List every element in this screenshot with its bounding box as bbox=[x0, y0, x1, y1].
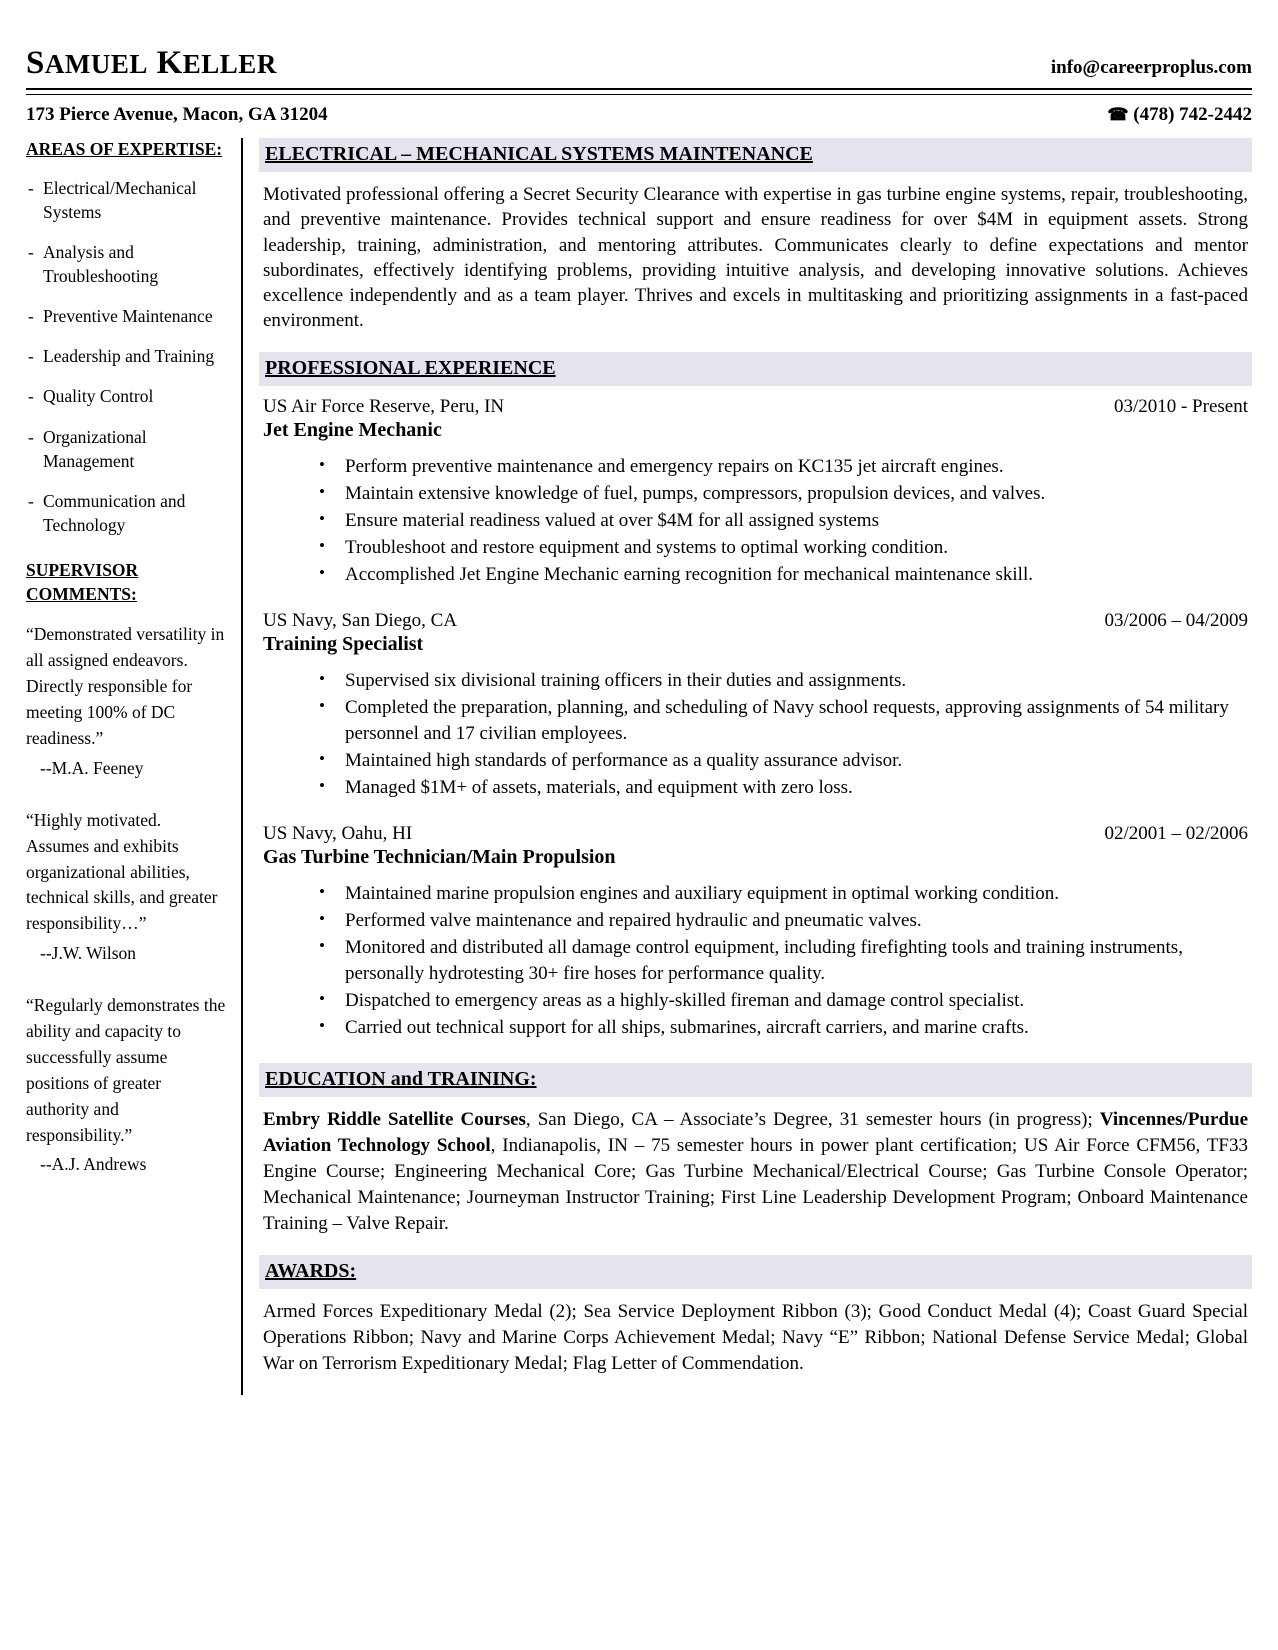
first-name-initial: S bbox=[26, 45, 45, 81]
header-divider bbox=[26, 88, 1252, 95]
resume-body bbox=[0, 138, 1278, 1425]
list-item: • Dispatched to emergency areas as a highly-skilled fireman and damage control specialist. bbox=[319, 988, 1252, 1014]
awards-heading: AWARDS: bbox=[265, 1259, 357, 1282]
areas-of-expertise-heading: AREAS OF EXPERTISE: bbox=[26, 139, 223, 159]
experience-heading: PROFESSIONAL EXPERIENCE bbox=[265, 356, 556, 379]
first-name-rest: AMUEL bbox=[44, 49, 148, 79]
job-title: Gas Turbine Technician/Main Propulsion bbox=[263, 845, 616, 868]
last-name-initial: K bbox=[156, 45, 183, 81]
list-item: • Managed $1M+ of assets, materials, and equipment with zero loss. bbox=[319, 775, 1252, 801]
education-detail-2: , Indianapolis, IN – 75 semester hours in power plant certification; US Air Force CFM56, TF33 Engine Course; Engineering Mechanical Core; Gas Turbine Mechanical/Electrical Course; Gas Turbine Console Operator; Mechanical Maintenance; Journeyman Instructor Training; First Line Leadership Development Program; Onboard Maintenance Training – Valve Repair. bbox=[263, 1134, 1248, 1234]
list-item: • Accomplished Jet Engine Mechanic earning recognition for mechanical maintenance skill. bbox=[319, 562, 1252, 588]
education-school-2: Vincennes/Purdue Aviation Technology School bbox=[263, 1108, 1248, 1156]
experience-bullets bbox=[259, 668, 1252, 801]
resume-header bbox=[0, 0, 1278, 126]
headline-title: ELECTRICAL – MECHANICAL SYSTEMS MAINTENANCE bbox=[265, 143, 813, 165]
supervisor-quote: “Regularly demonstrates the ability and capacity to successfully assume positions of greater authority and responsibility.” bbox=[26, 995, 226, 1145]
list-item: - Quality Control bbox=[26, 384, 227, 408]
last-name-rest: ELLER bbox=[182, 49, 277, 79]
areas-of-expertise-list bbox=[26, 176, 227, 538]
list-item: - Leadership and Training bbox=[26, 344, 227, 368]
phone-block bbox=[1107, 104, 1252, 126]
supervisor-quote: “Highly motivated. Assumes and exhibits organizational abilities, technical skills, and greater responsibility…” bbox=[26, 809, 218, 934]
list-item: • Supervised six divisional training officers in their duties and assignments. bbox=[319, 668, 1252, 694]
list-item: - Analysis and Troubleshooting bbox=[26, 240, 227, 288]
header-top-row bbox=[26, 45, 1252, 82]
list-item: • Carried out technical support for all ships, submarines, aircraft carriers, and marine crafts. bbox=[319, 1015, 1252, 1041]
list-item: - Organizational Management bbox=[26, 425, 227, 473]
list-item: • Performed valve maintenance and repaired hydraulic and pneumatic valves. bbox=[319, 908, 1252, 934]
contact-row bbox=[26, 104, 1252, 126]
supervisor-attribution: --A.J. Andrews bbox=[40, 1154, 147, 1175]
list-item: • Troubleshoot and restore equipment and systems to optimal working condition. bbox=[319, 535, 1252, 561]
street-address: 173 Pierce Avenue, Macon, GA 31204 bbox=[26, 104, 328, 125]
list-item: • Maintain extensive knowledge of fuel, pumps, compressors, propulsion devices, and valves. bbox=[319, 481, 1252, 507]
list-item: • Completed the preparation, planning, and scheduling of Navy school requests, approving assignments of 54 military personnel and 17 civilian employees. bbox=[319, 695, 1252, 747]
education-bar bbox=[259, 1063, 1252, 1097]
education-school-1: Embry Riddle Satellite Courses bbox=[263, 1108, 526, 1130]
employment-dates: 03/2010 - Present bbox=[1113, 395, 1248, 417]
list-item: - Communication and Technology bbox=[26, 489, 227, 537]
list-item: • Perform preventive maintenance and emergency repairs on KC135 jet aircraft engines. bbox=[319, 454, 1252, 480]
awards-text: Armed Forces Expeditionary Medal (2); Sea Service Deployment Ribbon (3); Good Conduct Medal (4); Coast Guard Special Operations Ribbon; Navy and Marine Corps Achievement Medal; Navy “E” Ribbon; National Defense Service Medal; Global War on Terrorism Expeditionary Medal; Flag Letter of Commendation. bbox=[263, 1300, 1248, 1374]
experience-bullets bbox=[259, 454, 1252, 588]
list-item: • Ensure material readiness valued at over $4M for all assigned systems bbox=[319, 508, 1252, 534]
job-title: Training Specialist bbox=[263, 632, 424, 655]
supervisor-attribution: --M.A. Feeney bbox=[40, 757, 144, 778]
supervisor-comments-heading: SUPERVISOR COMMENTS: bbox=[26, 560, 139, 604]
list-item: • Monitored and distributed all damage control equipment, including firefighting tools and training instruments, personally hydrotesting 30+ fire hoses for performance quality. bbox=[319, 935, 1252, 987]
list-item: • Maintained marine propulsion engines and auxiliary equipment in optimal working condition. bbox=[319, 881, 1252, 907]
email-address: info@careerproplus.com bbox=[1050, 57, 1252, 78]
headline-bar bbox=[259, 138, 1252, 172]
experience-entry bbox=[259, 823, 1252, 869]
education-text bbox=[259, 1107, 1252, 1237]
professional-summary: Motivated professional offering a Secret Security Clearance with expertise in gas turbine engine systems, repair, troubleshooting, and preventive maintenance. Provides technical support and ensure readiness for over $4M in equipment assets. Strong leadership, training, administration, and mentoring attributes. Communicates clearly to define expectations and mentor subordinates, effectively identifying problems, providing intuitive analysis, and developing innovative solutions. Achieves excellence independently and as a team player. Thrives and excels in multitasking and prioritizing assignments in a fast-paced environment. bbox=[263, 184, 1248, 332]
job-title: Jet Engine Mechanic bbox=[263, 418, 442, 441]
list-item: - Preventive Maintenance bbox=[26, 304, 227, 328]
employer-name: US Navy, San Diego, CA bbox=[263, 609, 458, 631]
employer-name: US Air Force Reserve, Peru, IN bbox=[263, 395, 505, 417]
supervisor-quote: “Demonstrated versatility in all assigned endeavors. Directly responsible for meeting 100% of DC readiness.” bbox=[26, 624, 225, 748]
experience-entry-header bbox=[263, 396, 1248, 418]
experience-entry bbox=[259, 396, 1252, 442]
main-content bbox=[259, 138, 1252, 1395]
supervisor-attribution: --J.W. Wilson bbox=[40, 943, 137, 964]
experience-entry-header bbox=[263, 823, 1248, 845]
education-detail-1: , San Diego, CA – Associate’s Degree, 31 semester hours (in progress); bbox=[525, 1108, 1100, 1130]
list-item: - Electrical/Mechanical Systems bbox=[26, 176, 227, 224]
list-item: • Maintained high standards of performance as a quality assurance advisor. bbox=[319, 748, 1252, 774]
sidebar bbox=[26, 138, 241, 1395]
awards-bar bbox=[259, 1255, 1252, 1289]
vertical-divider bbox=[241, 138, 243, 1395]
employment-dates: 03/2006 – 04/2009 bbox=[1104, 609, 1248, 631]
employment-dates: 02/2001 – 02/2006 bbox=[1104, 822, 1248, 844]
education-heading: EDUCATION and TRAINING: bbox=[265, 1067, 537, 1090]
phone-number: (478) 742-2442 bbox=[1133, 104, 1252, 125]
experience-bullets bbox=[259, 881, 1252, 1041]
experience-entry-header bbox=[263, 610, 1248, 632]
experience-entry bbox=[259, 610, 1252, 656]
candidate-name bbox=[26, 45, 277, 82]
experience-bar bbox=[259, 352, 1252, 386]
employer-name: US Navy, Oahu, HI bbox=[263, 822, 413, 844]
phone-icon: ☎ bbox=[1107, 105, 1129, 124]
